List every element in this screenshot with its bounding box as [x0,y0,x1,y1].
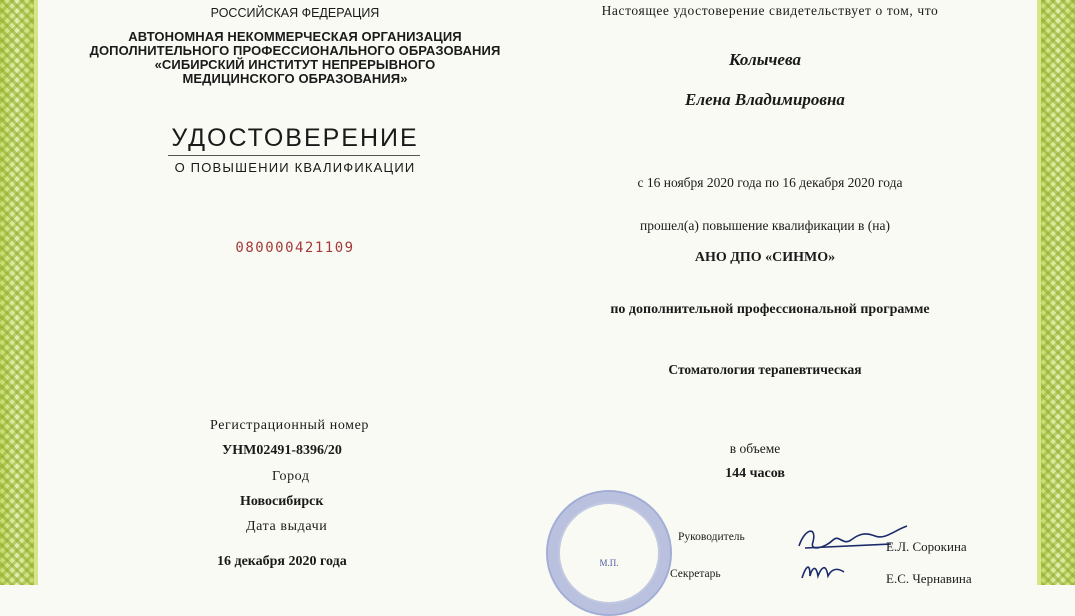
org-line: ДОПОЛНИТЕЛЬНОГО ПРОФЕССИОНАЛЬНОГО ОБРАЗОВАНИЯ [89,43,501,58]
org-line: АВТОНОМНАЯ НЕКОММЕРЧЕСКАЯ ОРГАНИЗАЦИЯ [128,29,462,44]
secretary-name: Е.С. Чернавина [886,571,972,586]
issue-date: 16 декабря 2020 года [217,554,347,569]
program-intro: по дополнительной профессиональной программе [610,302,930,317]
volume-hours: 144 часов [725,466,785,481]
org-line: «СИБИРСКИЙ ИНСТИТУТ НЕПРЕРЫВНОГО [154,57,436,72]
title-underline [168,155,420,156]
decorative-border-left-inner [34,0,38,585]
secretary-signature [798,558,868,585]
reg-number: УНМ02491-8396/20 [222,443,342,458]
secretary-label: Секретарь [670,568,721,580]
volume-label: в объеме [729,441,781,456]
decorative-border-right-inner [1037,0,1041,585]
city-label: Город [272,469,310,484]
official-stamp [546,490,672,616]
organization-name [70,30,520,86]
intro-text: Настоящее удостоверение свидетельствует о том, что [601,3,939,18]
recipient-given-names: Елена Владимировна [685,90,845,109]
document-title: УДОСТОВЕРЕНИЕ [171,124,419,152]
passed-text: прошел(а) повышение квалификации в (на) [640,218,890,233]
stamp-mp-label: М.П. [599,558,619,568]
training-period: с 16 ноября 2020 года по 16 декабря 2020 года [637,175,903,190]
program-name: Стоматология терапевтическая [668,362,862,377]
reg-number-label: Регистрационный номер [210,418,370,433]
city: Новосибирск [240,494,324,509]
head-label: Руководитель [678,531,745,543]
decorative-border-right [1041,0,1075,585]
country-heading: РОССИЙСКАЯ ФЕДЕРАЦИЯ [210,6,380,20]
institution-name: АНО ДПО «СИНМО» [694,250,836,265]
serial-number: 080000421109 [235,240,355,256]
recipient-surname: Колычева [729,50,801,69]
decorative-border-left [0,0,34,585]
issue-date-label: Дата выдачи [246,519,328,534]
head-name: Е.Л. Сорокина [886,539,967,554]
org-line: МЕДИЦИНСКОГО ОБРАЗОВАНИЯ» [182,71,408,86]
document-subtitle: О ПОВЫШЕНИИ КВАЛИФИКАЦИИ [174,160,416,175]
